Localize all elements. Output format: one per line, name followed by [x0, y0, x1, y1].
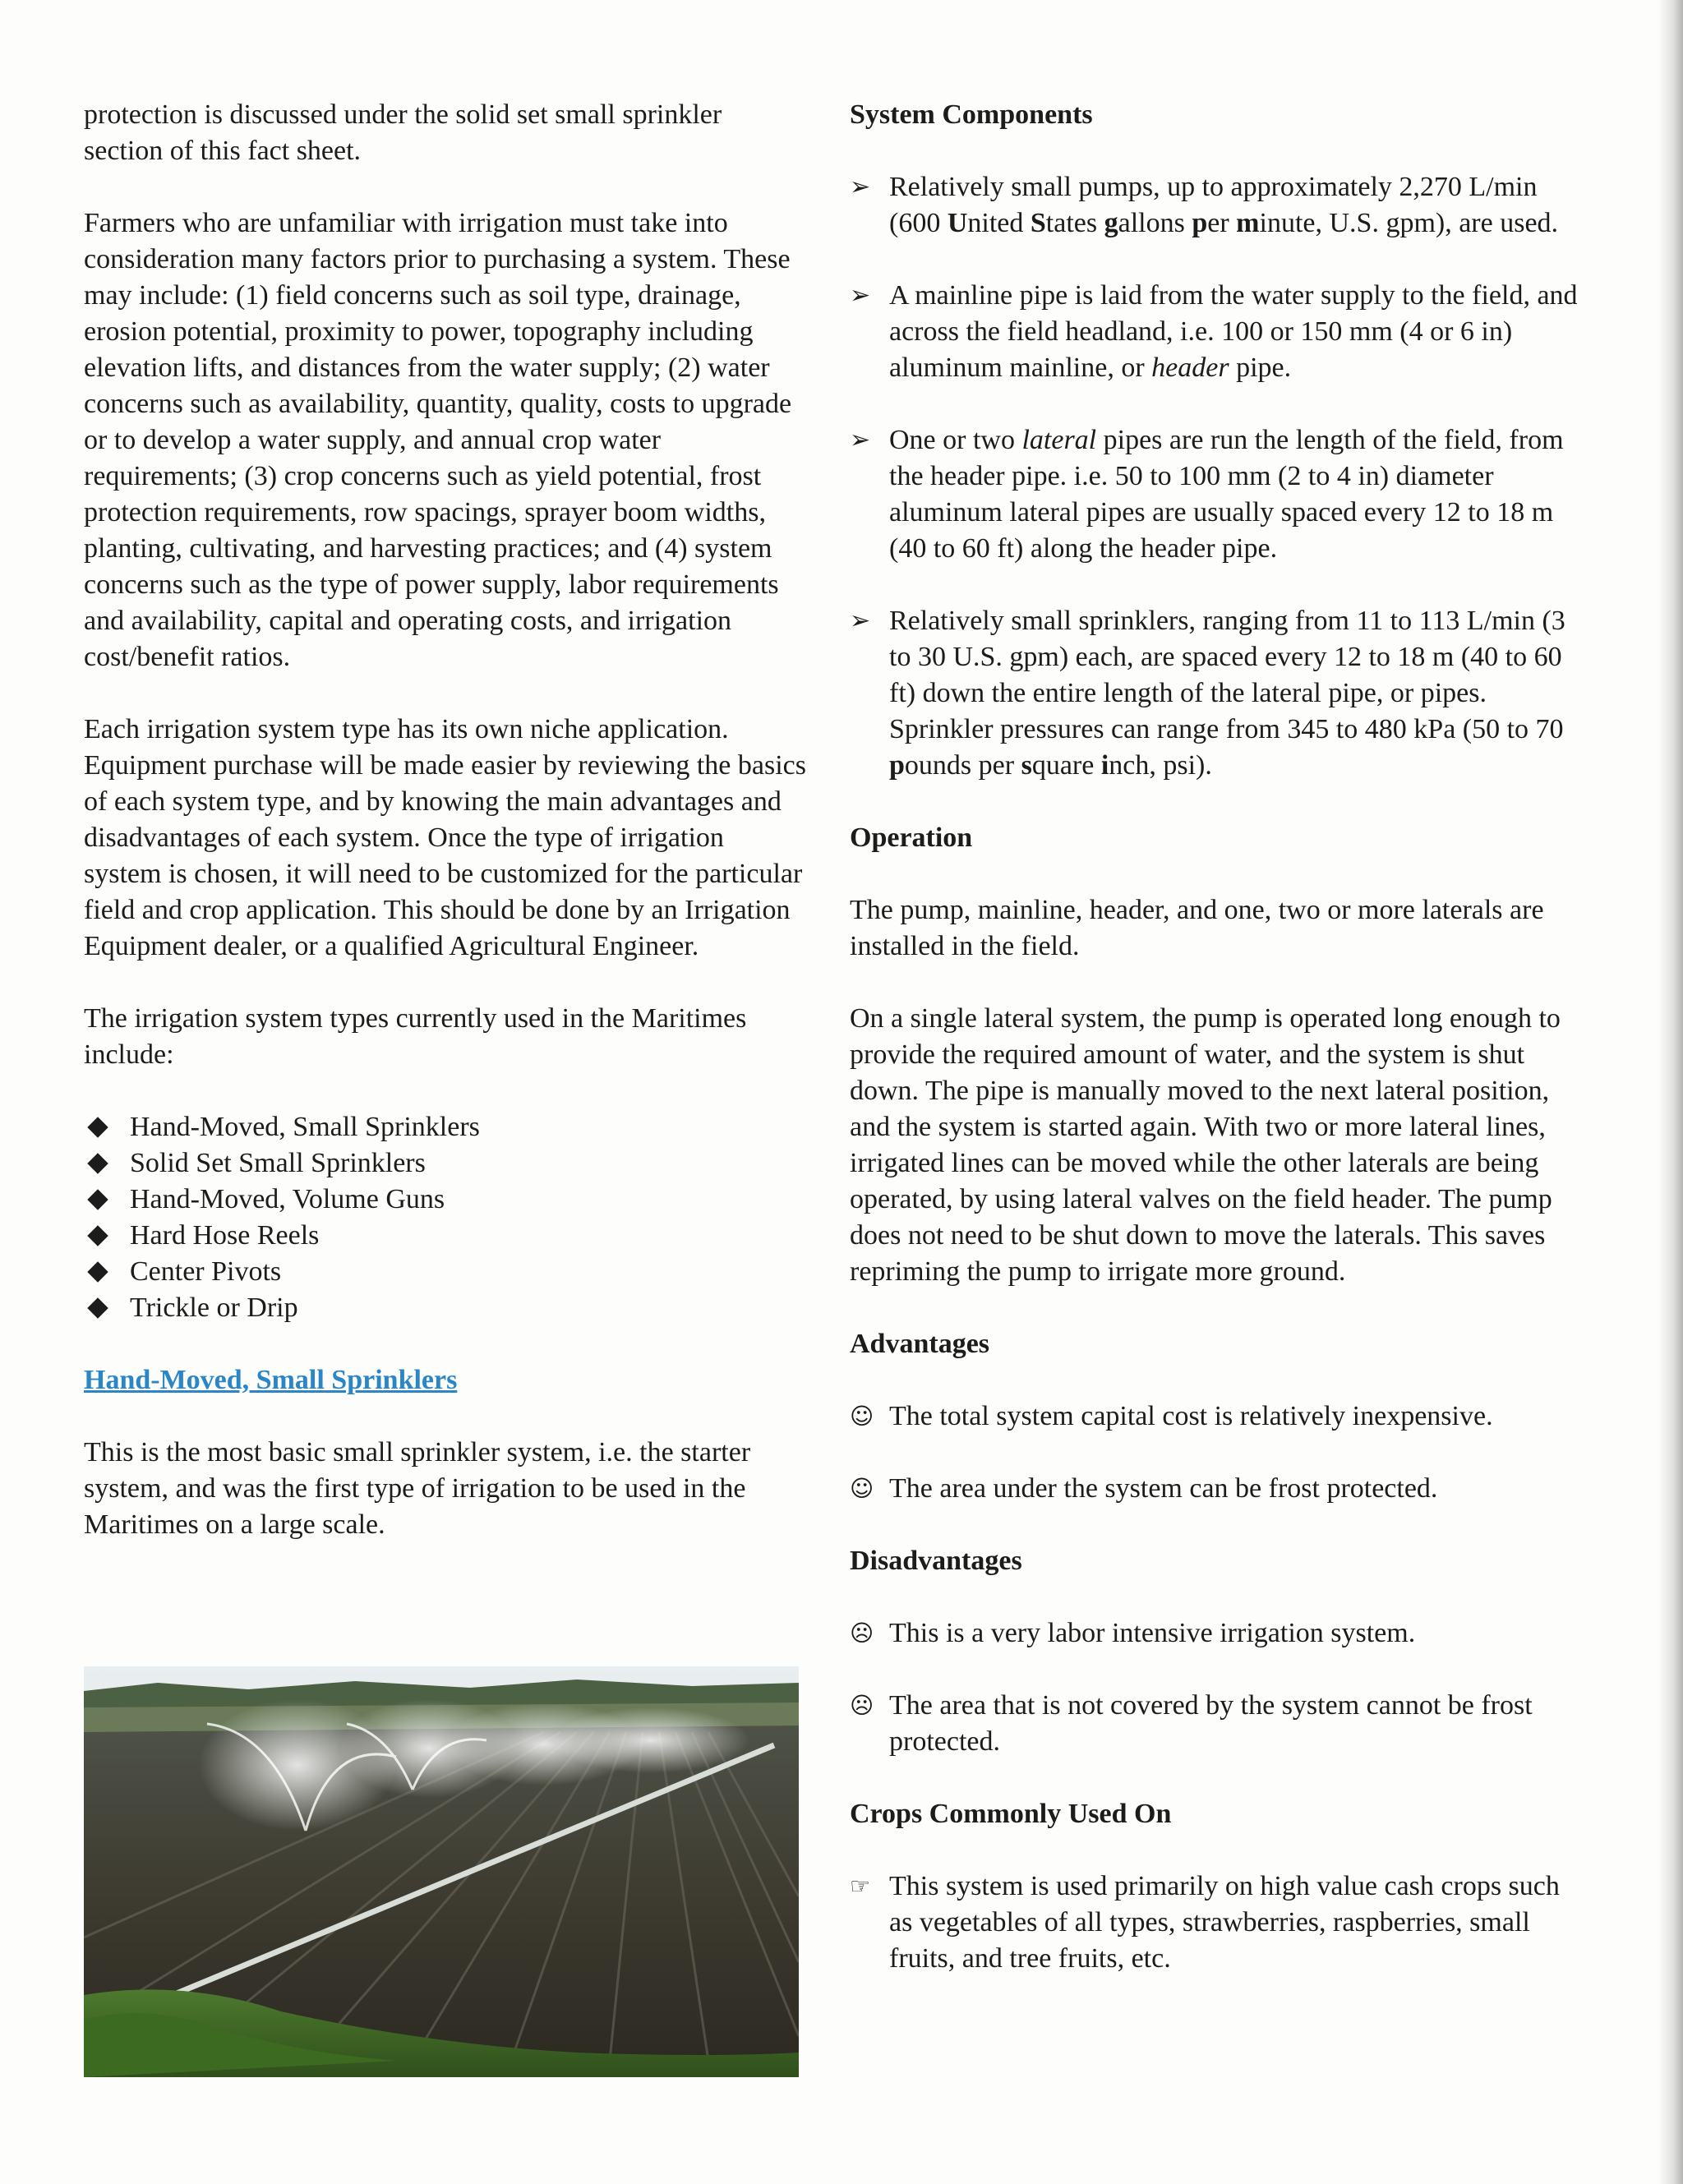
component-item: ➢ Relatively small pumps, up to approximately 2,270 L/min (600 United States gallons per minute, U.S. gpm), are used. [850, 169, 1589, 242]
advantage-item: ☺ The total system capital cost is relatively inexpensive. [850, 1398, 1589, 1435]
page-edge-shadow [1658, 0, 1683, 2184]
right-column [850, 97, 1589, 2013]
diamond-bullet-icon [87, 1225, 108, 1246]
disadvantage-item: ☹ This is a very labor intensive irrigation system. [850, 1615, 1589, 1652]
operation-paragraph: On a single lateral system, the pump is operated long enough to provide the required amount of water, and the system is shut down. The pipe is manually moved to the next lateral position, and the system is started again. With two or more lateral lines, irrigated lines can be moved while the other laterals are being operated, by using lateral valves on the field header. The pump does not need to be shut down to move the laterals. This saves repriming the pump to irrigate more ground. [850, 1003, 1561, 1287]
intro-continuation: protection is discussed under the solid set small sprinkler section of this fact sheet. [84, 99, 722, 166]
diamond-bullet-icon [87, 1261, 108, 1282]
arrow-bullet-icon: ➢ [850, 281, 871, 310]
left-column [84, 97, 807, 1579]
factors-paragraph: Farmers who are unfamiliar with irrigation must take into consideration many factors prior to purchasing a system. These may include: (1) field concerns such as soil type, drainage, erosion potential, proximity to power, topography including elevation lifts, and distances from the water supply; (2) water concerns such as availability, quantity, quality, costs to upgrade or to develop a water supply, and annual crop water requirements; (3) crop concerns such as yield potential, frost protection requirements, row spacings, sprayer boom widths, planting, cultivating, and harvesting practices; and (4) system concerns such as the type of power supply, labor requirements and availability, capital and operating costs, and irrigation cost/benefit ratios. [84, 208, 792, 672]
arrow-bullet-icon: ➢ [850, 606, 871, 635]
advantages-heading: Advantages [850, 1329, 990, 1359]
disadvantage-item: ☹ The area that is not covered by the system cannot be frost protected. [850, 1688, 1589, 1760]
arrow-bullet-icon: ➢ [850, 173, 871, 201]
list-item: Hard Hose Reels [84, 1218, 807, 1254]
frown-icon: ☹ [850, 1620, 874, 1647]
component-item: ➢ One or two lateral pipes are run the length of the field, from the header pipe. i.e. 50 to 100 mm (2 to 4 in) diameter aluminum lateral pipes are usually spaced every 12 to 18 m (40 to 60 ft) along the header pipe. [850, 422, 1589, 567]
system-types-list [84, 1109, 807, 1326]
niche-paragraph: Each irrigation system type has its own niche application. Equipment purchase will be made easier by reviewing the basics of each system type, and by knowing the main advantages and disadvantages of each system. Once the type of irrigation system is chosen, it will need to be customized for the particular field and crop application. This should be done by an Irrigation Equipment dealer, or a qualified Agricultural Engineer. [84, 714, 806, 961]
sprinkler-field-illustration [84, 1666, 799, 2077]
diamond-bullet-icon [87, 1189, 108, 1209]
list-item: Hand-Moved, Small Sprinklers [84, 1109, 807, 1145]
sprinkler-field-photo [84, 1666, 799, 2077]
list-item: Trickle or Drip [84, 1290, 807, 1326]
list-item: Hand-Moved, Volume Guns [84, 1182, 807, 1218]
operation-paragraph: The pump, mainline, header, and one, two or more laterals are installed in the field. [850, 895, 1544, 961]
list-item: Solid Set Small Sprinklers [84, 1145, 807, 1182]
crops-item: ☞ This system is used primarily on high value cash crops such as vegetables of all types, strawberries, raspberries, small fruits, and tree fruits, etc. [850, 1868, 1589, 1977]
smiley-icon: ☺ [850, 1403, 874, 1430]
crops-heading: Crops Commonly Used On [850, 1799, 1172, 1829]
diamond-bullet-icon [87, 1117, 108, 1137]
system-types-intro: The irrigation system types currently used in the Maritimes include: [84, 1003, 747, 1070]
disadvantages-heading: Disadvantages [850, 1546, 1022, 1576]
hand-moved-description: This is the most basic small sprinkler system, i.e. the starter system, and was the first type of irrigation to be used in the Maritimes on a large scale. [84, 1437, 751, 1540]
arrow-bullet-icon: ➢ [850, 426, 871, 454]
component-item: ➢ A mainline pipe is laid from the water supply to the field, and across the field headland, i.e. 100 or 150 mm (4 or 6 in) aluminum mainline, or header pipe. [850, 278, 1589, 386]
operation-heading: Operation [850, 822, 973, 853]
diamond-bullet-icon [87, 1297, 108, 1318]
diamond-bullet-icon [87, 1153, 108, 1173]
advantage-item: ☺ The area under the system can be frost protected. [850, 1471, 1589, 1507]
pointing-hand-icon: ☞ [850, 1873, 871, 1900]
component-item: ➢ Relatively small sprinklers, ranging from 11 to 113 L/min (3 to 30 U.S. gpm) each, are spaced every 12 to 18 m (40 to 60 ft) down the entire length of the lateral pipe, or pipes. Sprinkler pressures can range from 345 to 480 kPa (50 to 70 pounds per square inch, psi). [850, 603, 1589, 784]
smiley-icon: ☺ [850, 1475, 874, 1502]
system-components-heading: System Components [850, 99, 1093, 130]
hand-moved-section-heading[interactable]: Hand-Moved, Small Sprinklers [84, 1365, 458, 1395]
list-item: Center Pivots [84, 1254, 807, 1290]
frown-icon: ☹ [850, 1692, 874, 1719]
